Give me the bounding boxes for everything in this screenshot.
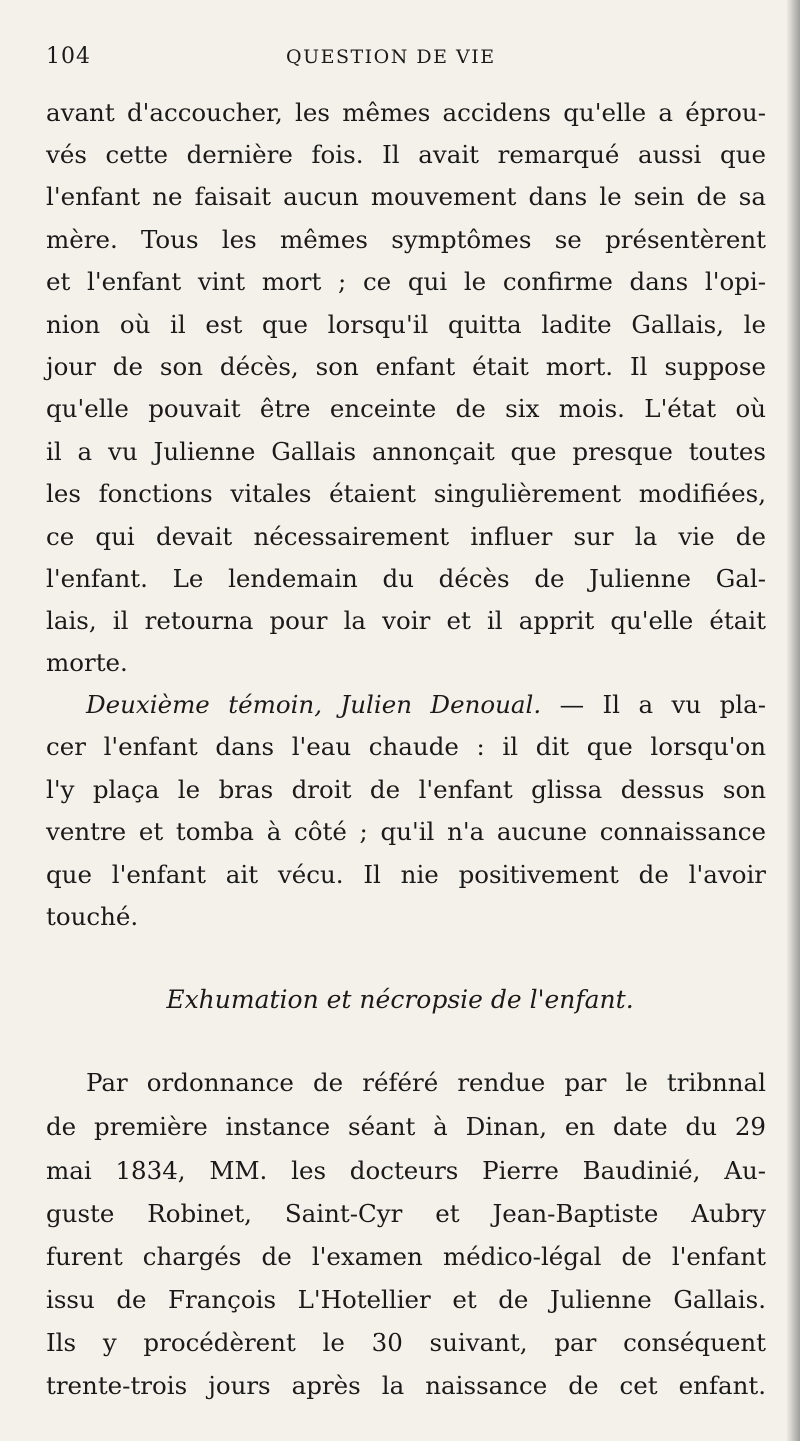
text-line: mai 1834, MM. les docteurs Pierre Baudinié, Au- (46, 1156, 766, 1185)
text-line: que l'enfant ait vécu. Il nie positivement de l'avoir (46, 860, 766, 889)
text-line: qu'elle pouvait être enceinte de six mois. L'état où (46, 394, 766, 423)
text-line: l'enfant ne faisait aucun mouvement dans le sein de sa (46, 182, 766, 211)
text-line: Par ordonnance de référé rendue par le tribnnal (86, 1068, 766, 1097)
witness-heading-line (46, 690, 766, 720)
text-line: jour de son décès, son enfant était mort. Il suppose (46, 352, 766, 381)
text-line: nion où il est que lorsqu'il quitta ladite Gallais, le (46, 310, 766, 339)
text-line: ce qui devait nécessairement influer sur la vie de (46, 522, 766, 551)
text-line: lais, il retourna pour la voir et il apprit qu'elle était (46, 606, 766, 635)
text-line: mère. Tous les mêmes symptômes se présentèrent (46, 225, 766, 254)
page-header (46, 44, 766, 74)
text-line: Ils y procédèrent le 30 suivant, par conséquent (46, 1328, 766, 1357)
section-title: Exhumation et nécropsie de l'enfant. (166, 985, 634, 1014)
text-line: trente-trois jours après la naissance de cet enfant. (46, 1371, 766, 1400)
text-line: ventre et tomba à côté ; qu'il n'a aucune connaissance (46, 817, 766, 846)
text-line: avant d'accoucher, les mêmes accidens qu'elle a éprou- (46, 98, 766, 127)
witness-text: — Il a vu pla- (559, 690, 766, 719)
text-line: les fonctions vitales étaient singulièrement modifiées, (46, 479, 766, 508)
text-line: vés cette dernière fois. Il avait remarqué aussi que (46, 140, 766, 169)
page-edge-shadow (786, 0, 800, 1441)
text-line: cer l'enfant dans l'eau chaude : il dit que lorsqu'on (46, 732, 766, 761)
text-line: de première instance séant à Dinan, en date du 29 (46, 1112, 766, 1141)
text-line: guste Robinet, Saint-Cyr et Jean-Baptiste Aubry (46, 1199, 766, 1228)
text-line: issu de François L'Hotellier et de Julienne Gallais. (46, 1285, 766, 1314)
text-line: touché. (46, 902, 139, 931)
text-line: l'enfant. Le lendemain du décès de Julienne Gal- (46, 564, 766, 593)
text-line: et l'enfant vint mort ; ce qui le confirme dans l'opi- (46, 267, 766, 296)
text-line: morte. (46, 648, 128, 677)
page-number: 104 (46, 44, 91, 69)
witness-label: Deuxième témoin, Julien Denoual. (86, 690, 542, 719)
text-line: furent chargés de l'examen médico-légal de l'enfant (46, 1242, 766, 1271)
text-line: l'y plaça le bras droit de l'enfant glissa dessus son (46, 775, 766, 804)
text-line: il a vu Julienne Gallais annonçait que presque toutes (46, 437, 766, 466)
running-head: QUESTION DE VIE (286, 46, 496, 68)
